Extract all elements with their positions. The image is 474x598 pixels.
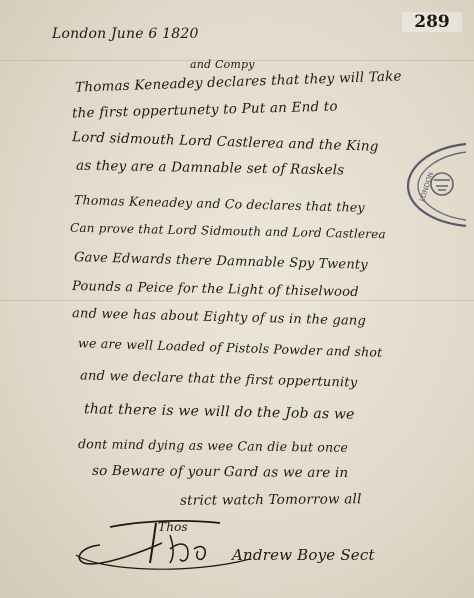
letter-line-10: we are well Loaded of Pistols Powder and shot: [77, 335, 383, 360]
letter-line-14: so Beware of your Gard as we are in: [91, 462, 349, 482]
postmark-stamp: [404, 138, 474, 230]
letter-line-4: as they are a Damnable set of Raskels: [75, 157, 345, 179]
signature-secretary: Andrew Boye Sect: [232, 546, 375, 564]
signature-name: Thos: [158, 520, 188, 534]
letter-line-2: the first oppertunety to Put an End to: [71, 98, 338, 122]
letter-line-3: Lord sidmouth Lord Castlerea and the King: [71, 129, 379, 155]
letter-line-11: and we declare that the first oppertunity: [79, 368, 358, 391]
letter-line-13: dont mind dying as wee Can die but once: [77, 436, 349, 455]
letter-line-15: strict watch Tomorrow all: [179, 491, 362, 509]
dateline: London June 6 1820: [52, 26, 199, 42]
letter-line-6: Can prove that Lord Sidmouth and Lord Castlerea: [69, 220, 386, 242]
folio-number: 289: [402, 12, 462, 32]
insertion-above-line: and Compy: [190, 58, 255, 71]
letter-line-7: Gave Edwards there Damnable Spy Twenty: [73, 250, 369, 273]
letter-line-9: and wee has about Eighty of us in the gang: [71, 306, 367, 329]
paper-fold: [0, 300, 474, 301]
signature-flourish: [70, 505, 260, 580]
letter-line-8: Pounds a Peice for the Light of thiselwood: [71, 278, 359, 301]
postmark-text: LONDON: [418, 171, 436, 203]
letter-line-12: that there is we will do the Job as we: [83, 401, 355, 423]
letter-line-1: Thomas Keneadey declares that they will Take: [74, 68, 402, 96]
letter-line-5: Thomas Keneadey and Co declares that they: [73, 192, 365, 215]
